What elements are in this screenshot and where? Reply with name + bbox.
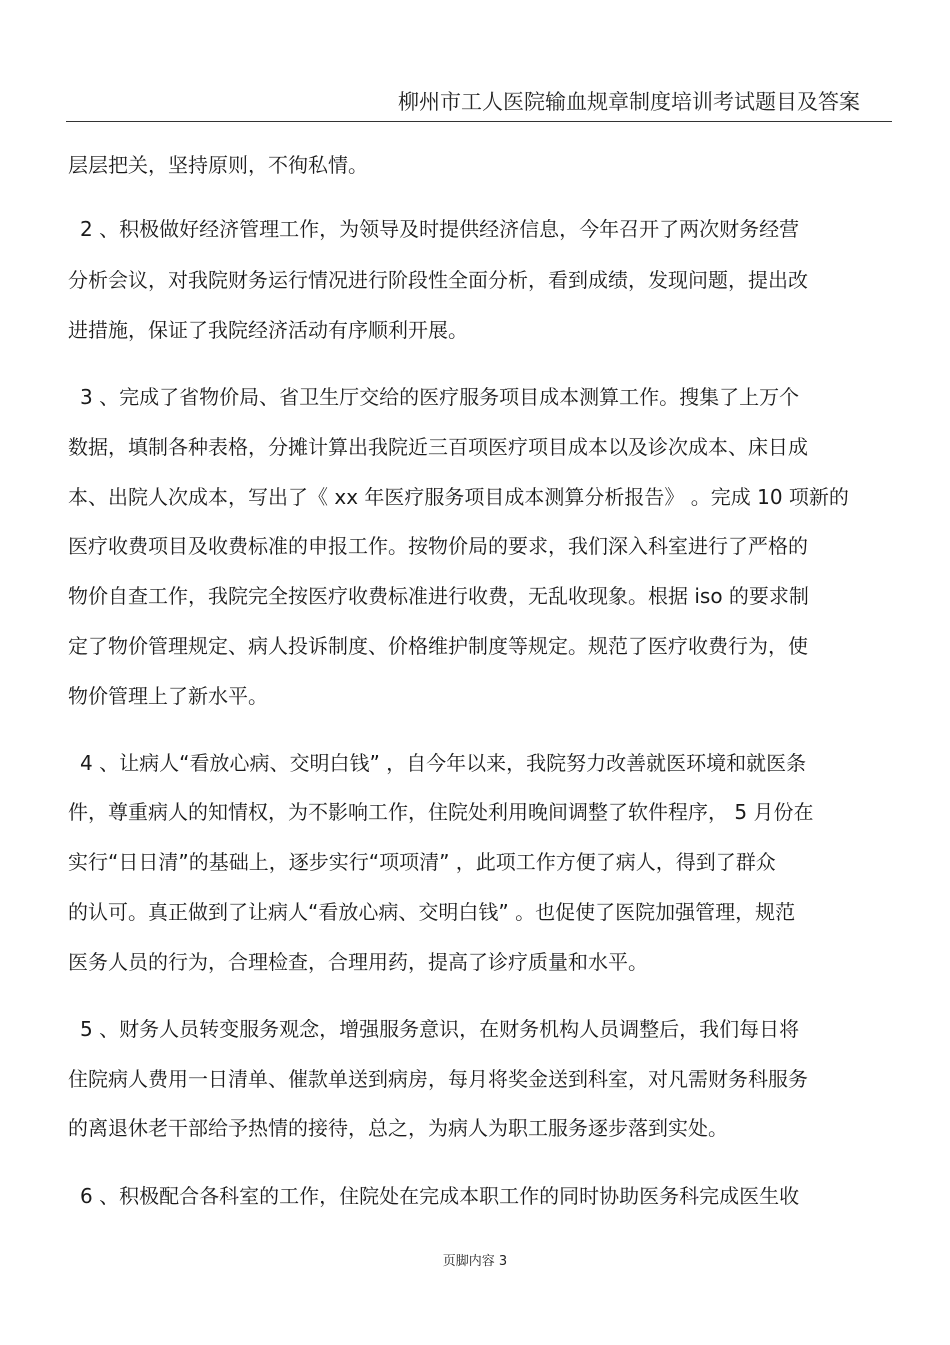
body-line: 4 、让病人“看放心病、交明白钱” ，自今年以来，我院努力改善就医环境和就医条 — [80, 751, 807, 775]
body-line: 定了物价管理规定、病人投诉制度、价格维护制度等规定。规范了医疗收费行为，使 — [68, 634, 808, 658]
body-line: 医务人员的行为，合理检查，合理用药，提高了诊疗质量和水平。 — [68, 950, 648, 974]
body-line: 5 、财务人员转变服务观念，增强服务意识，在财务机构人员调整后，我们每日将 — [80, 1017, 800, 1041]
body-line: 件，尊重病人的知情权，为不影响工作，住院处利用晚间调整了软件程序， 5 月份在 — [68, 800, 814, 824]
page-footer: 页脚内容 3 — [442, 1254, 508, 1269]
body-line: 6 、积极配合各科室的工作，住院处在完成本职工作的同时协助医务科完成医生收 — [80, 1184, 800, 1208]
body-line: 物价管理上了新水平。 — [68, 684, 268, 708]
body-line: 2 、积极做好经济管理工作，为领导及时提供经济信息，今年召开了两次财务经营 — [80, 217, 800, 241]
body-line: 数据，填制各种表格，分摊计算出我院近三百项医疗项目成本以及诊次成本、床日成 — [68, 435, 808, 459]
body-line: 层层把关，坚持原则，不徇私情。 — [68, 153, 368, 177]
body-line: 医疗收费项目及收费标准的申报工作。按物价局的要求，我们深入科室进行了严格的 — [68, 534, 808, 558]
body-line: 3 、完成了省物价局、省卫生厅交给的医疗服务项目成本测算工作。搜集了上万个 — [80, 385, 800, 409]
body-line: 物价自查工作，我院完全按医疗收费标准进行收费，无乱收现象。根据 iso 的要求制 — [68, 584, 809, 608]
body-line: 的离退休老干部给予热情的接待，总之，为病人为职工服务逐步落到实处。 — [68, 1116, 728, 1140]
header-rule — [66, 121, 892, 122]
body-line: 进措施，保证了我院经济活动有序顺利开展。 — [68, 318, 468, 342]
body-line: 的认可。真正做到了让病人“看放心病、交明白钱” 。也促使了医院加强管理，规范 — [68, 900, 796, 924]
body-line: 本、出院人次成本，写出了《 xx 年医疗服务项目成本测算分析报告》 。完成 10 项新的 — [68, 485, 849, 509]
body-line: 住院病人费用一日清单、催款单送到病房，每月将奖金送到科室，对凡需财务科服务 — [68, 1067, 808, 1091]
body-line: 实行“日日清”的基础上，逐步实行“项项清” ，此项工作方便了病人，得到了群众 — [68, 850, 776, 874]
page-header-title: 柳州市工人医院输血规章制度培训考试题目及答案 — [398, 90, 860, 114]
body-line: 分析会议，对我院财务运行情况进行阶段性全面分析，看到成绩，发现问题，提出改 — [68, 268, 808, 292]
